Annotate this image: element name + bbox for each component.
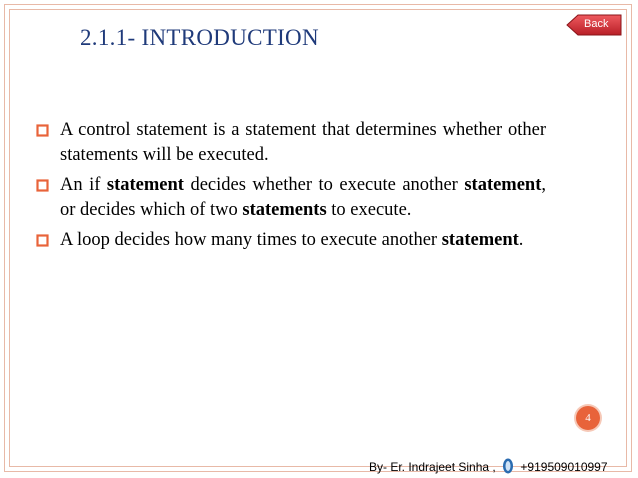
bullet-text-bold: statement: [464, 175, 542, 195]
page-number-badge: 4: [576, 406, 600, 430]
bullet-text: to execute.: [326, 200, 412, 220]
bullet-list: [36, 118, 546, 258]
slide-title: 2.1.1- INTRODUCTION: [80, 25, 319, 50]
bullet-text: A control statement is a statement that determines whether other statements will be executed.: [60, 120, 546, 165]
bullet-text-bold: statements: [242, 200, 327, 220]
bullet-text-bold: statement: [106, 175, 184, 195]
bullet-text: , or decides which of two: [60, 175, 547, 220]
footer-phone: +919509010997: [520, 460, 608, 474]
hollow-square-bullet-icon: [36, 234, 49, 247]
bullet-item: [36, 173, 546, 223]
bullet-item: [36, 228, 546, 253]
bullet-text: An if: [60, 175, 107, 195]
hollow-square-bullet-icon: [36, 179, 49, 192]
bullet-text-bold: statement: [441, 230, 519, 250]
back-button[interactable]: [566, 14, 622, 36]
footer-author: By- Er. Indrajeet Sinha ,: [369, 460, 496, 474]
bullet-text: decides whether to execute another: [183, 175, 465, 195]
hollow-square-bullet-icon: [36, 124, 49, 137]
bullet-item: [36, 118, 546, 168]
footer-credit: [369, 458, 608, 478]
mobile-phone-icon: [502, 458, 514, 478]
bullet-text: A loop decides how many times to execute another: [60, 230, 442, 250]
back-button-label: Back: [584, 18, 609, 30]
bullet-text: .: [518, 230, 524, 250]
